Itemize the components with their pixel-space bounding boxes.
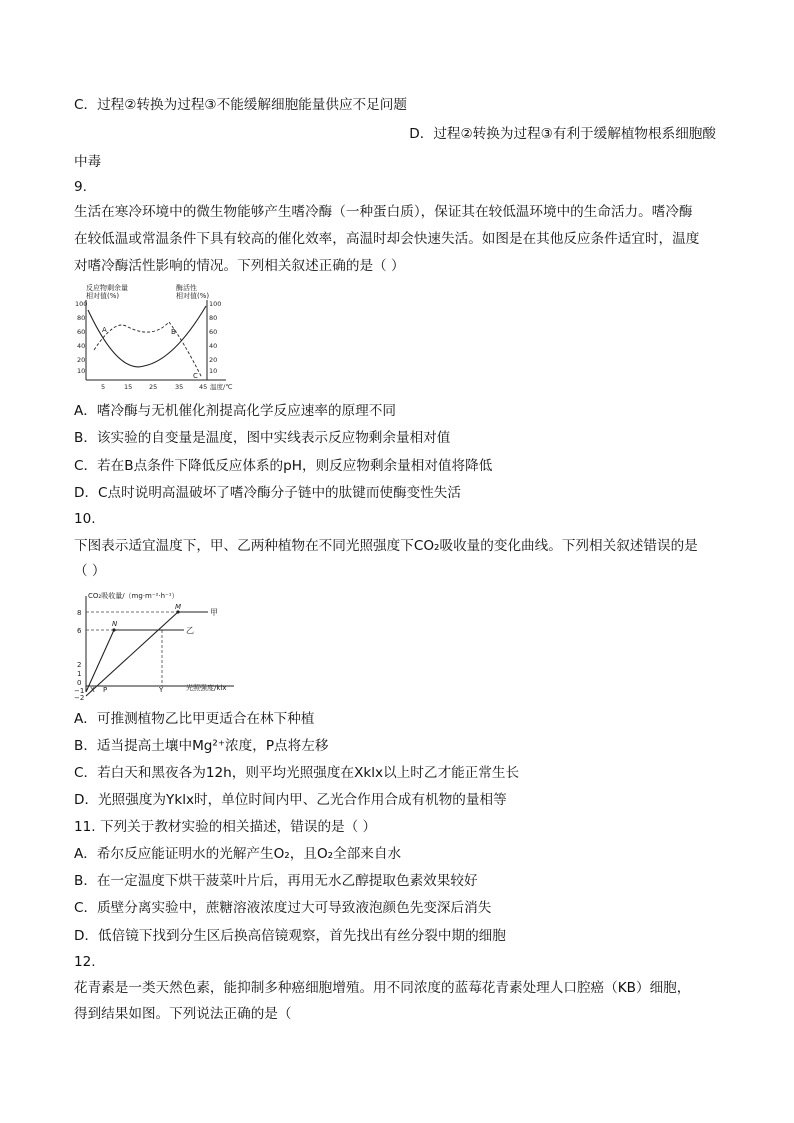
q9-y-tick-right: 60 (209, 328, 218, 336)
q10-y-tick: 6 (77, 627, 82, 635)
q9-y-tick-left: 60 (77, 328, 86, 336)
q9-y-tick-right: 100 (209, 300, 222, 308)
q10-number: 10. (74, 511, 96, 527)
q10-series-yi: 乙 (186, 626, 194, 635)
q10-y-tick: 0 (77, 679, 82, 687)
q11-option-b: B．在一定温度下烘干菠菜叶片后，再用无水乙醇提取色素效果较好 (74, 873, 478, 889)
q10-y-tick: 1 (77, 670, 82, 678)
q9-left-axis-title-2: 相对值(%) (86, 292, 120, 300)
q12-stem-line-2: 得到结果如图。下列说法正确的是（ (74, 1006, 292, 1022)
q8-option-d: D．过程②转换为过程③有利于缓解植物根系细胞酸 (409, 126, 716, 142)
q9-point-c: C (193, 372, 198, 380)
q10-y-tick: −1 (74, 687, 85, 695)
q9-x-tick: 15 (124, 383, 133, 391)
q9-x-tick: 35 (175, 383, 184, 391)
q10-point-n: N (112, 620, 118, 628)
q10-x-label: Y (159, 686, 164, 694)
q9-stem-line-3: 对嗜冷酶活性影响的情况。下列相关叙述正确的是（ ） (74, 258, 405, 274)
q9-option-a: A．嗜冷酶与无机催化剂提高化学反应速率的原理不同 (74, 403, 396, 419)
q12-stem-line-1: 花青素是一类天然色素，能抑制多种癌细胞增殖。用不同浓度的蓝莓花青素处理人口腔癌（KB）细胞， (74, 980, 691, 996)
q10-x-label: X (90, 686, 95, 694)
q9-x-unit: 温度/℃ (210, 383, 233, 391)
q9-right-axis-title-1: 酶活性 (176, 284, 197, 292)
q10-jia-curve (86, 612, 178, 696)
q10-x-axis-title: 光照强度/klx (186, 684, 227, 692)
q9-stem-line-1: 生活在寒冷环境中的微生物能够产生嗜冷酶（一种蛋白质），保证其在较低温环境中的生命活力。嗜冷酶 (74, 204, 693, 220)
q9-stem-line-2: 在较低温或常温条件下具有较高的催化效率，高温时却会快速失活。如图是在其他反应条件适宜时，温度 (74, 231, 700, 247)
q10-option-d: D．光照强度为Yklx时，单位时间内甲、乙光合作用合成有机物的量相等 (74, 792, 507, 808)
q10-option-a: A．可推测植物乙比甲更适合在林下种植 (74, 711, 315, 727)
q10-point-n-marker (112, 628, 115, 631)
q10-option-c: C．若白天和黑夜各为12h，则平均光照强度在Xklx以上时乙才能正常生长 (74, 765, 520, 781)
q11-option-d: D．低倍镜下找到分生区后换高倍镜观察，首先找出有丝分裂中期的细胞 (74, 928, 506, 944)
q10-x-label: P (103, 686, 108, 694)
q11-stem: 11. 下列关于教材实验的相关描述，错误的是（ ） (74, 819, 377, 835)
q9-x-tick: 45 (199, 383, 208, 391)
q9-y-tick-right: 40 (209, 342, 218, 350)
q9-substrate-remaining-curve (88, 306, 206, 367)
q9-point-a: A (102, 326, 107, 334)
q9-y-tick-left: 80 (77, 314, 86, 322)
q9-y-tick-left: 100 (75, 300, 88, 308)
q9-point-b: B (171, 328, 176, 336)
q10-option-b: B．适当提高土壤中Mg²⁺浓度，P点将左移 (74, 738, 329, 754)
q10-y-tick: 8 (77, 609, 82, 617)
q9-option-d: D．C点时说明高温破坏了嗜冷酶分子链中的肽键而使酶变性失活 (74, 485, 461, 501)
q9-enzyme-activity-curve (94, 322, 202, 378)
q11-option-a: A．希尔反应能证明水的光解产生O₂，且O₂全部来自水 (74, 846, 402, 862)
q9-y-tick-right: 20 (209, 356, 218, 364)
q9-x-tick: 25 (149, 383, 158, 391)
q9-left-axis-title-1: 反应物剩余量 (86, 284, 128, 292)
q9-right-axis-title-2: 相对值(%) (176, 292, 210, 300)
q11-option-c: C．质壁分离实验中，蔗糖溶液浓度过大可导致液泡颜色先变深后消失 (74, 900, 492, 916)
q9-enzyme-figure (74, 282, 244, 394)
q10-point-m: M (175, 603, 182, 611)
q12-number: 12. (74, 954, 96, 970)
q8-option-d-continued: 中毒 (74, 154, 102, 170)
q10-y-tick: 2 (77, 661, 82, 669)
q9-y-tick-right: 10 (209, 367, 218, 375)
q9-option-c: C．若在B点条件下降低反应体系的pH，则反应物剩余量相对值将降低 (74, 458, 493, 474)
q10-stem-line-2: （ ） (74, 563, 106, 579)
q10-y-axis-title: CO₂吸收量/（mg·m⁻²·h⁻¹） (88, 592, 179, 600)
q9-y-tick-left: 40 (77, 342, 86, 350)
q9-number: 9. (74, 179, 87, 195)
q9-y-tick-left: 10 (77, 367, 86, 375)
q9-x-tick: 5 (101, 383, 106, 391)
q9-option-b: B．该实验的自变量是温度，图中实线表示反应物剩余量相对值 (74, 430, 451, 446)
q10-co2-uptake-figure (74, 588, 244, 700)
q10-series-jia: 甲 (210, 608, 218, 617)
q10-y-tick: −2 (74, 694, 85, 700)
q10-stem-line-1: 下图表示适宜温度下，甲、乙两种植物在不同光照强度下CO₂吸收量的变化曲线。下列相关叙述错误的是 (74, 538, 698, 554)
q8-option-c: C．过程②转换为过程③不能缓解细胞能量供应不足问题 (74, 97, 407, 113)
q9-y-tick-right: 80 (209, 314, 218, 322)
q9-y-tick-left: 20 (77, 356, 86, 364)
